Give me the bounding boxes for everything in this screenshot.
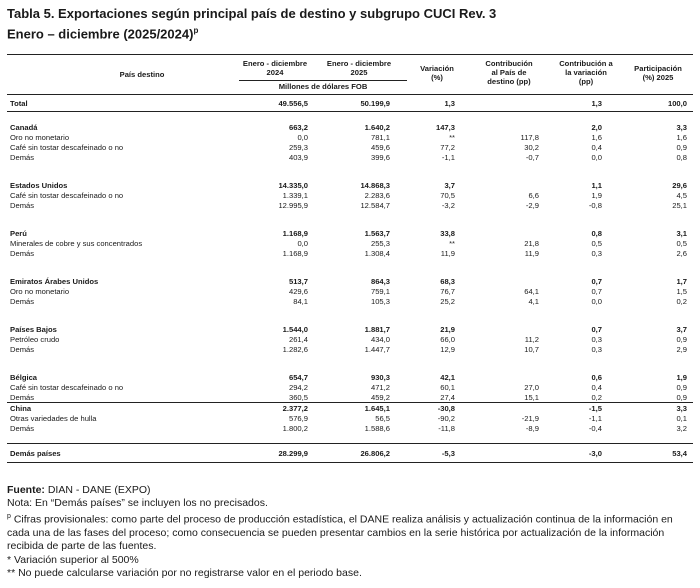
variacion-cell: 21,9 — [440, 325, 455, 334]
header-participacion: Participación (%) 2025 — [634, 64, 682, 82]
participacion-cell: 0,2 — [676, 297, 687, 306]
valor-2024-cell: 49.556,5 — [278, 99, 308, 108]
participacion-cell: 100,0 — [667, 99, 687, 108]
contrib-var-cell: 1,3 — [591, 99, 602, 108]
variacion-cell: 68,3 — [440, 277, 455, 286]
participacion-cell: 0,9 — [676, 335, 687, 344]
participacion-cell: 29,6 — [672, 181, 687, 190]
variacion-cell: 11,9 — [440, 249, 455, 258]
unit-rule — [239, 80, 407, 81]
nota-provisional: $^p$ Cifras provisionales: como parte del proceso de producción estadística, el DANE realiza análisis y actualización continua de la información en cada una de las fases del proceso; como consecuencia se pueden presentar cambios en la serie histórica por actualización de la información recibida de parte de las fuentes. — [7, 513, 673, 553]
contrib-var-cell: -1,1 — [588, 414, 602, 423]
contrib-var-cell: 1,1 — [591, 181, 602, 190]
valor-2025-cell: 1.563,7 — [364, 229, 390, 238]
table-row — [7, 373, 693, 383]
contrib-pais-cell: 11,9 — [524, 249, 539, 258]
valor-2024-cell: 513,7 — [288, 277, 308, 286]
contrib-var-cell: -1,5 — [588, 404, 602, 413]
valor-2024-cell: 654,7 — [288, 373, 308, 382]
valor-2025-cell: 255,3 — [370, 239, 390, 248]
contrib-var-cell: 0,0 — [591, 153, 602, 162]
valor-2024-cell: 12.995,9 — [278, 201, 308, 210]
participacion-cell: 3,2 — [676, 424, 687, 433]
contrib-var-cell: 1,9 — [591, 191, 602, 200]
pais-cell: Oro no monetario — [10, 287, 70, 296]
valor-2024-cell: 1.544,0 — [282, 325, 308, 334]
valor-2025-cell: 1.640,2 — [364, 123, 390, 132]
variacion-cell: 1,3 — [444, 99, 455, 108]
valor-2025-cell: 459,2 — [370, 393, 390, 402]
participacion-cell: 0,5 — [676, 239, 687, 248]
participacion-cell: 3,1 — [676, 229, 687, 238]
table-row — [7, 99, 693, 109]
valor-2024-cell: 663,2 — [288, 123, 308, 132]
table-row — [7, 345, 693, 355]
contrib-var-cell: 0,5 — [591, 239, 602, 248]
top-rule — [7, 54, 693, 55]
contrib-var-cell: 1,6 — [591, 133, 602, 142]
valor-2025-cell: 471,2 — [370, 383, 390, 392]
valor-2025-cell: 781,1 — [370, 133, 390, 142]
variacion-cell: 12,9 — [440, 345, 455, 354]
valor-2024-cell: 294,2 — [288, 383, 308, 392]
contrib-pais-cell: 64,1 — [524, 287, 539, 296]
pais-cell: Café sin tostar descafeinado o no — [10, 383, 124, 392]
valor-2025-cell: 14.868,3 — [360, 181, 390, 190]
table-row — [7, 449, 693, 459]
table-rule — [7, 462, 693, 463]
valor-2025-cell: 1.588,6 — [364, 424, 390, 433]
pais-cell: Café sin tostar descafeinado o no — [10, 143, 124, 152]
contrib-var-cell: 0,4 — [591, 383, 602, 392]
contrib-var-cell: 2,0 — [591, 123, 602, 132]
valor-2025-cell: 759,1 — [370, 287, 390, 296]
pais-cell: Estados Unidos — [10, 181, 68, 190]
contrib-pais-cell: 15,1 — [524, 393, 539, 402]
participacion-cell: 3,3 — [676, 404, 687, 413]
variacion-cell: -1,1 — [441, 153, 455, 162]
fuente: Fuente: DIAN - DANE (EXPO) — [7, 484, 151, 496]
table-row — [7, 383, 693, 393]
nota-asterisco: * Variación superior al 500% — [7, 553, 139, 566]
valor-2025-cell: 930,3 — [370, 373, 390, 382]
valor-2024-cell: 0,0 — [297, 239, 308, 248]
contrib-var-cell: 0,3 — [591, 345, 602, 354]
contrib-pais-cell: 10,7 — [524, 345, 539, 354]
contrib-pais-cell: -2,9 — [525, 201, 539, 210]
contrib-var-cell: 0,7 — [591, 277, 602, 286]
participacion-cell: 1,9 — [676, 373, 687, 382]
contrib-pais-cell: -0,7 — [525, 153, 539, 162]
variacion-cell: 25,2 — [440, 297, 455, 306]
variacion-cell: 42,1 — [440, 373, 455, 382]
valor-2024-cell: 1.168,9 — [282, 229, 308, 238]
pais-cell: Países Bajos — [10, 325, 57, 334]
header-contrib-var: Contribución a la variación (pp) — [559, 59, 613, 86]
title-line-1: Tabla 5. Exportaciones según principal país de destino y subgrupo CUCI Rev. 3 — [7, 6, 497, 21]
contrib-pais-cell: 11,2 — [524, 335, 539, 344]
table-rule — [7, 443, 693, 444]
contrib-var-cell: -3,0 — [588, 449, 602, 458]
contrib-var-cell: 0,7 — [591, 287, 602, 296]
table-row — [7, 239, 693, 249]
pais-cell: Demás — [10, 424, 35, 433]
pais-cell: Emiratos Árabes Unidos — [10, 277, 99, 286]
contrib-var-cell: 0,2 — [591, 393, 602, 402]
variacion-cell: 33,8 — [440, 229, 455, 238]
participacion-cell: 1,6 — [676, 133, 687, 142]
table-row — [7, 181, 693, 191]
variacion-cell: 3,7 — [444, 181, 455, 190]
header-2024: Enero - diciembre 2024 — [242, 59, 308, 77]
table-row — [7, 201, 693, 211]
table-row — [7, 153, 693, 163]
header-unit: Millones de dólares FOB — [278, 82, 368, 91]
valor-2025-cell: 399,6 — [370, 153, 390, 162]
table-row — [7, 249, 693, 259]
contrib-pais-cell: -8,9 — [525, 424, 539, 433]
valor-2025-cell: 26.806,2 — [360, 449, 390, 458]
participacion-cell: 3,3 — [676, 123, 687, 132]
contrib-var-cell: 0,0 — [591, 297, 602, 306]
variacion-cell: -5,3 — [441, 449, 455, 458]
valor-2025-cell: 1.645,1 — [364, 404, 390, 413]
participacion-cell: 2,6 — [676, 249, 687, 258]
pais-cell: Demás — [10, 153, 35, 162]
pais-cell: Demás — [10, 249, 35, 258]
header-variacion: Variación (%) — [420, 64, 454, 82]
contrib-var-cell: 0,6 — [591, 373, 602, 382]
participacion-cell: 0,9 — [676, 393, 687, 402]
valor-2025-cell: 1.447,7 — [364, 345, 390, 354]
table-row — [7, 297, 693, 307]
valor-2024-cell: 14.335,0 — [278, 181, 308, 190]
table-row — [7, 287, 693, 297]
valor-2024-cell: 1.339,1 — [282, 191, 308, 200]
contrib-pais-cell: 4,1 — [528, 297, 539, 306]
valor-2024-cell: 261,4 — [288, 335, 308, 344]
contrib-var-cell: 0,8 — [591, 229, 602, 238]
table-row — [7, 191, 693, 201]
variacion-cell: ** — [449, 239, 455, 248]
table-row — [7, 277, 693, 287]
variacion-cell: 60,1 — [440, 383, 455, 392]
contrib-var-cell: 0,3 — [591, 249, 602, 258]
valor-2024-cell: 259,3 — [288, 143, 308, 152]
contrib-var-cell: 0,7 — [591, 325, 602, 334]
pais-cell: China — [10, 404, 32, 413]
variacion-cell: -3,2 — [441, 201, 455, 210]
variacion-cell: -90,2 — [437, 414, 455, 423]
pais-cell: Total — [10, 99, 28, 108]
table-rule — [7, 111, 693, 112]
footnotes — [7, 484, 693, 580]
participacion-cell: 4,5 — [676, 191, 687, 200]
contrib-pais-cell: 27,0 — [524, 383, 539, 392]
valor-2025-cell: 864,3 — [370, 277, 390, 286]
valor-2025-cell: 105,3 — [370, 297, 390, 306]
valor-2025-cell: 50.199,9 — [360, 99, 390, 108]
pais-cell: Café sin tostar descafeinado o no — [10, 191, 124, 200]
table-row — [7, 325, 693, 335]
variacion-cell: 66,0 — [440, 335, 455, 344]
table-row — [7, 404, 693, 414]
valor-2025-cell: 434,0 — [370, 335, 390, 344]
participacion-cell: 2,9 — [676, 345, 687, 354]
pais-cell: Minerales de cobre y sus concentrados — [10, 239, 143, 248]
participacion-cell: 53,4 — [672, 449, 687, 458]
valor-2024-cell: 576,9 — [288, 414, 308, 423]
nota: Nota: En “Demás países” se incluyen los no precisados. — [7, 497, 268, 510]
pais-cell: Demás — [10, 345, 35, 354]
participacion-cell: 25,1 — [672, 201, 687, 210]
pais-cell: Canadá — [10, 123, 38, 132]
table-title — [7, 5, 496, 42]
contrib-var-cell: 0,3 — [591, 335, 602, 344]
participacion-cell: 3,7 — [676, 325, 687, 334]
table-row — [7, 414, 693, 424]
pais-cell: Demás países — [10, 449, 61, 458]
table-row — [7, 424, 693, 434]
participacion-cell: 0,1 — [676, 414, 687, 423]
table-row — [7, 335, 693, 345]
table-row — [7, 123, 693, 133]
valor-2025-cell: 1.308,4 — [364, 249, 390, 258]
pais-cell: Demás — [10, 201, 35, 210]
participacion-cell: 1,7 — [676, 277, 687, 286]
pais-cell: Demás — [10, 393, 35, 402]
valor-2024-cell: 84,1 — [293, 297, 308, 306]
contrib-pais-cell: -21,9 — [521, 414, 539, 423]
table-rule — [7, 402, 693, 403]
table-row — [7, 143, 693, 153]
contrib-pais-cell: 30,2 — [524, 143, 539, 152]
variacion-cell: 147,3 — [435, 123, 455, 132]
valor-2024-cell: 1.282,6 — [282, 345, 308, 354]
header-rule — [7, 94, 693, 95]
contrib-var-cell: 0,4 — [591, 143, 602, 152]
title-line-2: Enero – diciembre $(2025/2024)^p$ — [7, 26, 199, 42]
header-2025: Enero - diciembre 2025 — [326, 59, 392, 77]
valor-2024-cell: 28.299,9 — [278, 449, 308, 458]
header-contrib-pais: Contribución al País de destino (pp) — [485, 59, 533, 86]
participacion-cell: 0,9 — [676, 383, 687, 392]
nota-doble-asterisco: ** No puede calcularse variación por no registrarse valor en el periodo base. — [7, 566, 362, 579]
variacion-cell: 27,4 — [440, 393, 455, 402]
valor-2024-cell: 360,5 — [288, 393, 308, 402]
contrib-pais-cell: 6,6 — [528, 191, 539, 200]
pais-cell: Bélgica — [10, 373, 38, 382]
valor-2024-cell: 0,0 — [297, 133, 308, 142]
pais-cell: Otras variedades de hulla — [10, 414, 97, 423]
variacion-cell: -30,8 — [437, 404, 455, 413]
pais-cell: Demás — [10, 297, 35, 306]
variacion-cell: -11,8 — [438, 424, 455, 433]
table-row — [7, 133, 693, 143]
pais-cell: Petróleo crudo — [10, 335, 60, 344]
participacion-cell: 1,5 — [676, 287, 687, 296]
contrib-pais-cell: 21,8 — [524, 239, 539, 248]
valor-2024-cell: 403,9 — [288, 153, 308, 162]
valor-2024-cell: 1.800,2 — [282, 424, 308, 433]
header-pais: País destino — [119, 70, 165, 79]
valor-2025-cell: 56,5 — [375, 414, 390, 423]
valor-2025-cell: 12.584,7 — [360, 201, 390, 210]
variacion-cell: 77,2 — [440, 143, 455, 152]
variacion-cell: 76,7 — [440, 287, 455, 296]
valor-2025-cell: 2.283,6 — [364, 191, 390, 200]
valor-2024-cell: 429,6 — [288, 287, 308, 296]
valor-2025-cell: 1.881,7 — [364, 325, 390, 334]
valor-2024-cell: 1.168,9 — [282, 249, 308, 258]
valor-2024-cell: 2.377,2 — [282, 404, 308, 413]
contrib-var-cell: -0,4 — [588, 424, 602, 433]
contrib-var-cell: -0,8 — [588, 201, 602, 210]
participacion-cell: 0,8 — [676, 153, 687, 162]
variacion-cell: ** — [449, 133, 455, 142]
pais-cell: Oro no monetario — [10, 133, 70, 142]
table-row — [7, 229, 693, 239]
variacion-cell: 70,5 — [440, 191, 455, 200]
participacion-cell: 0,9 — [676, 143, 687, 152]
valor-2025-cell: 459,6 — [370, 143, 390, 152]
contrib-pais-cell: 117,8 — [520, 133, 539, 142]
pais-cell: Perú — [10, 229, 27, 238]
